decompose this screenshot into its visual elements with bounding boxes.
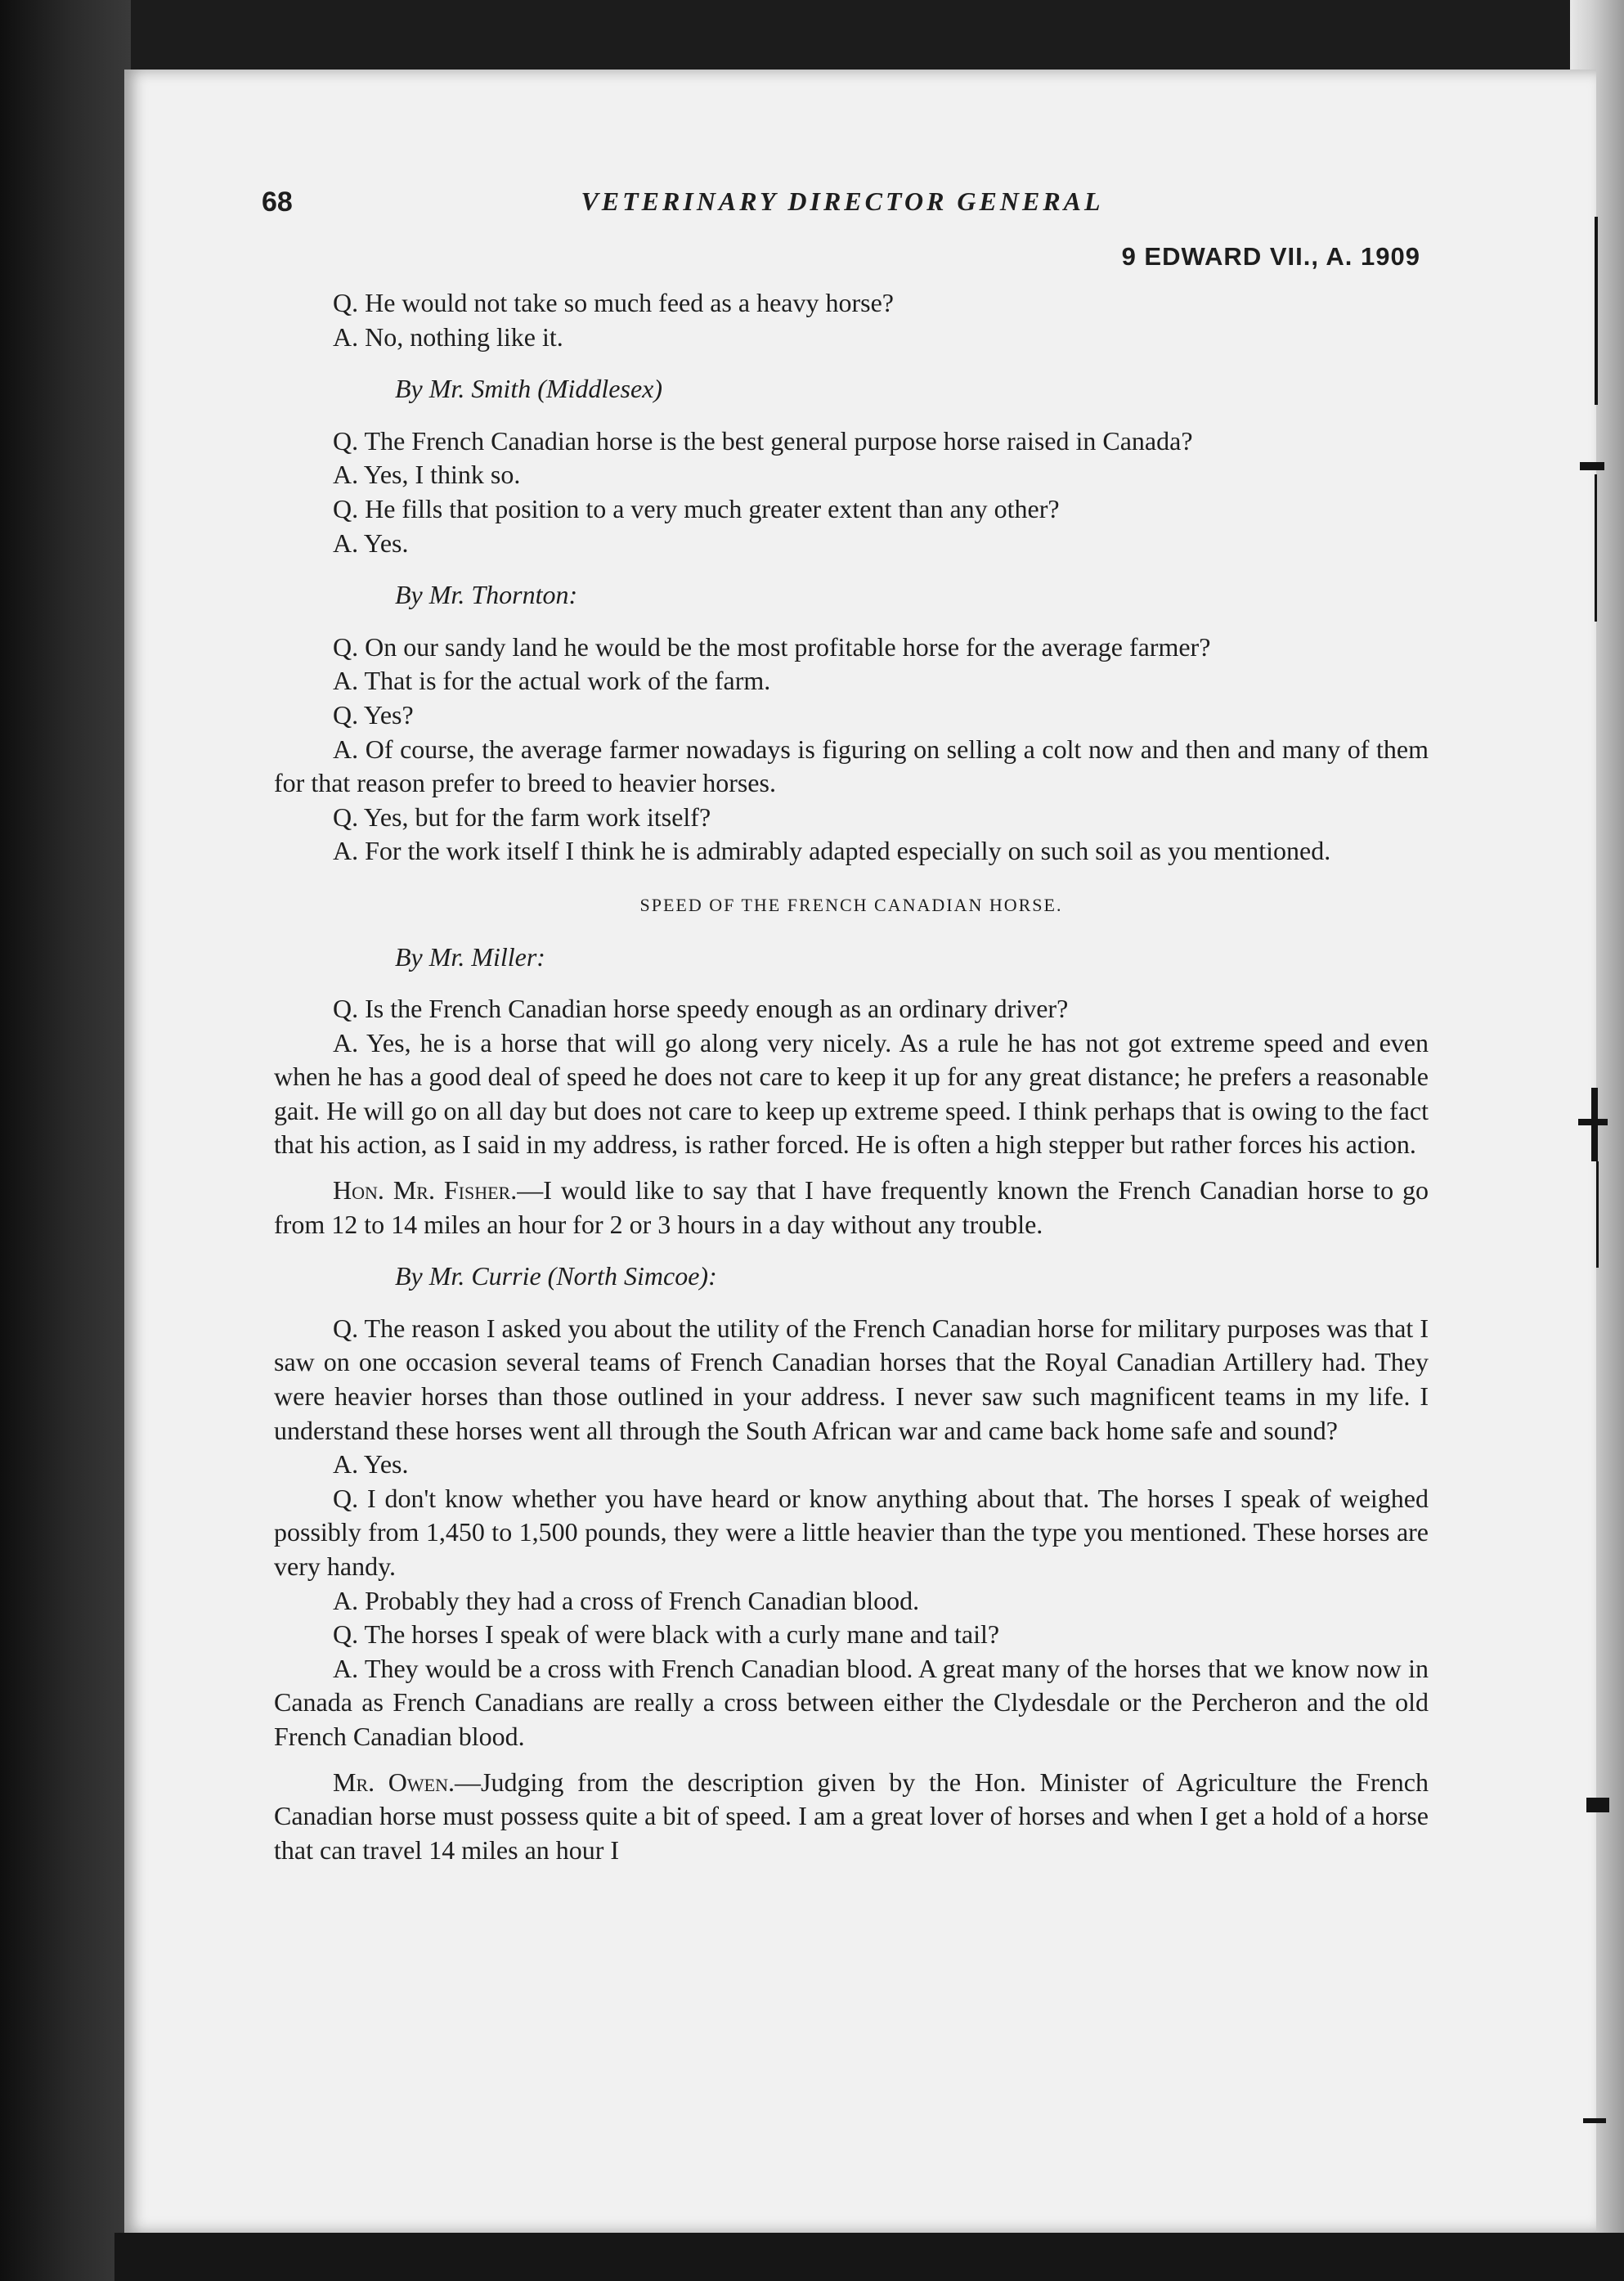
page-number: 68 bbox=[262, 186, 293, 218]
left-scan-edge bbox=[0, 0, 131, 2281]
speaker-name: Hon. Mr. Fisher. bbox=[333, 1175, 518, 1206]
binding-mark bbox=[1580, 462, 1604, 470]
answer-paragraph: A. Yes, I think so. bbox=[333, 460, 521, 490]
answer-paragraph: A. They would be a cross with French Canadian blood. A great many of the horses that we know now in Canada as French Canadians are really a cross between either the Clydesdale or the Percheron and the old French Canadian blood. bbox=[274, 1653, 1429, 1751]
byline: By Mr. Smith (Middlesex) bbox=[395, 374, 663, 404]
byline: By Mr. Currie (North Simcoe): bbox=[395, 1261, 717, 1291]
question-paragraph: Q. The French Canadian horse is the best general purpose horse raised in Canada? bbox=[333, 425, 1193, 456]
binding-mark bbox=[1586, 1798, 1609, 1812]
byline: By Mr. Thornton: bbox=[395, 580, 578, 610]
answer-paragraph: A. Yes, he is a horse that will go along very nicely. As a rule he has not got extreme speed and even when he has a good deal of speed he does not care to keep it up for any great distance; he prefers a reasonable gait. He will go on all day but does not care to keep up extreme speed. I think perhaps that is owing to the fact that his action, as I said in my address, is rather forced. He is often a high stepper but rather forces his action. bbox=[274, 1027, 1429, 1160]
question-paragraph: Q. Yes? bbox=[333, 699, 414, 730]
binding-mark bbox=[1596, 1161, 1599, 1268]
question-paragraph: Q. Yes, but for the farm work itself? bbox=[333, 801, 711, 832]
answer-paragraph: A. No, nothing like it. bbox=[333, 321, 563, 352]
bottom-scan-edge bbox=[114, 2233, 1624, 2281]
binding-mark bbox=[1583, 2118, 1606, 2123]
binding-mark bbox=[1578, 1119, 1608, 1125]
question-paragraph: Q. I don't know whether you have heard or know anything about that. The horses I speak of weighed possibly from 1,450 to 1,500 pounds, they were a little heavier than the type you mentioned. These horses are very handy. bbox=[274, 1483, 1429, 1581]
document-body bbox=[274, 286, 1429, 1867]
answer-paragraph: A. Probably they had a cross of French Canadian blood. bbox=[333, 1585, 920, 1615]
binding-mark bbox=[1595, 217, 1598, 405]
running-title: VETERINARY DIRECTOR GENERAL bbox=[581, 186, 1104, 216]
answer-paragraph: A. That is for the actual work of the farm. bbox=[333, 666, 771, 696]
speaker-paragraph bbox=[274, 1174, 1429, 1242]
question-paragraph: Q. On our sandy land he would be the most profitable horse for the average farmer? bbox=[333, 631, 1211, 662]
page-header bbox=[262, 186, 1423, 227]
answer-paragraph: A. Yes. bbox=[333, 1449, 409, 1480]
byline: By Mr. Miller: bbox=[395, 941, 545, 972]
binding-mark bbox=[1595, 474, 1597, 622]
question-paragraph: Q. The horses I speak of were black with a curly mane and tail? bbox=[333, 1619, 1000, 1650]
speaker-text: —Judging from the description given by the Hon. Minister of Agriculture the French Canadian horse must possess quite a bit of speed. I am a great lover of horses and when I get a hold of a horse that can travel 14 miles an hour I bbox=[274, 1767, 1429, 1865]
speaker-paragraph bbox=[274, 1766, 1429, 1868]
session-reference: 9 EDWARD VII., A. 1909 bbox=[1121, 242, 1420, 271]
answer-paragraph: A. Yes. bbox=[333, 528, 409, 558]
section-heading: SPEED OF THE FRENCH CANADIAN HORSE. bbox=[639, 894, 1063, 915]
question-paragraph: Q. Is the French Canadian horse speedy enough as an ordinary driver? bbox=[333, 994, 1069, 1024]
question-paragraph: Q. The reason I asked you about the utility of the French Canadian horse for military purposes was that I saw on one occasion several teams of French Canadian horses that the Royal Canadian Artillery had. They were heavier horses than those outlined in your address. I never saw such magnificent teams in my life. I understand these horses went all through the South African war and came back home safe and sound? bbox=[274, 1313, 1429, 1445]
question-paragraph: Q. He fills that position to a very much greater extent than any other? bbox=[333, 493, 1060, 523]
answer-paragraph: A. Of course, the average farmer nowadays is figuring on selling a colt now and then and many of them for that reason prefer to breed to heavier horses. bbox=[274, 734, 1429, 798]
speaker-name: Mr. Owen. bbox=[333, 1767, 455, 1797]
question-paragraph: Q. He would not take so much feed as a heavy horse? bbox=[333, 288, 894, 317]
answer-paragraph: A. For the work itself I think he is admirably adapted especially on such soil as you mentioned. bbox=[333, 836, 1331, 866]
speaker-text: —I would like to say that I have frequently known the French Canadian horse to go from 12 to 14 miles an hour for 2 or 3 hours in a day without any trouble. bbox=[274, 1175, 1429, 1239]
